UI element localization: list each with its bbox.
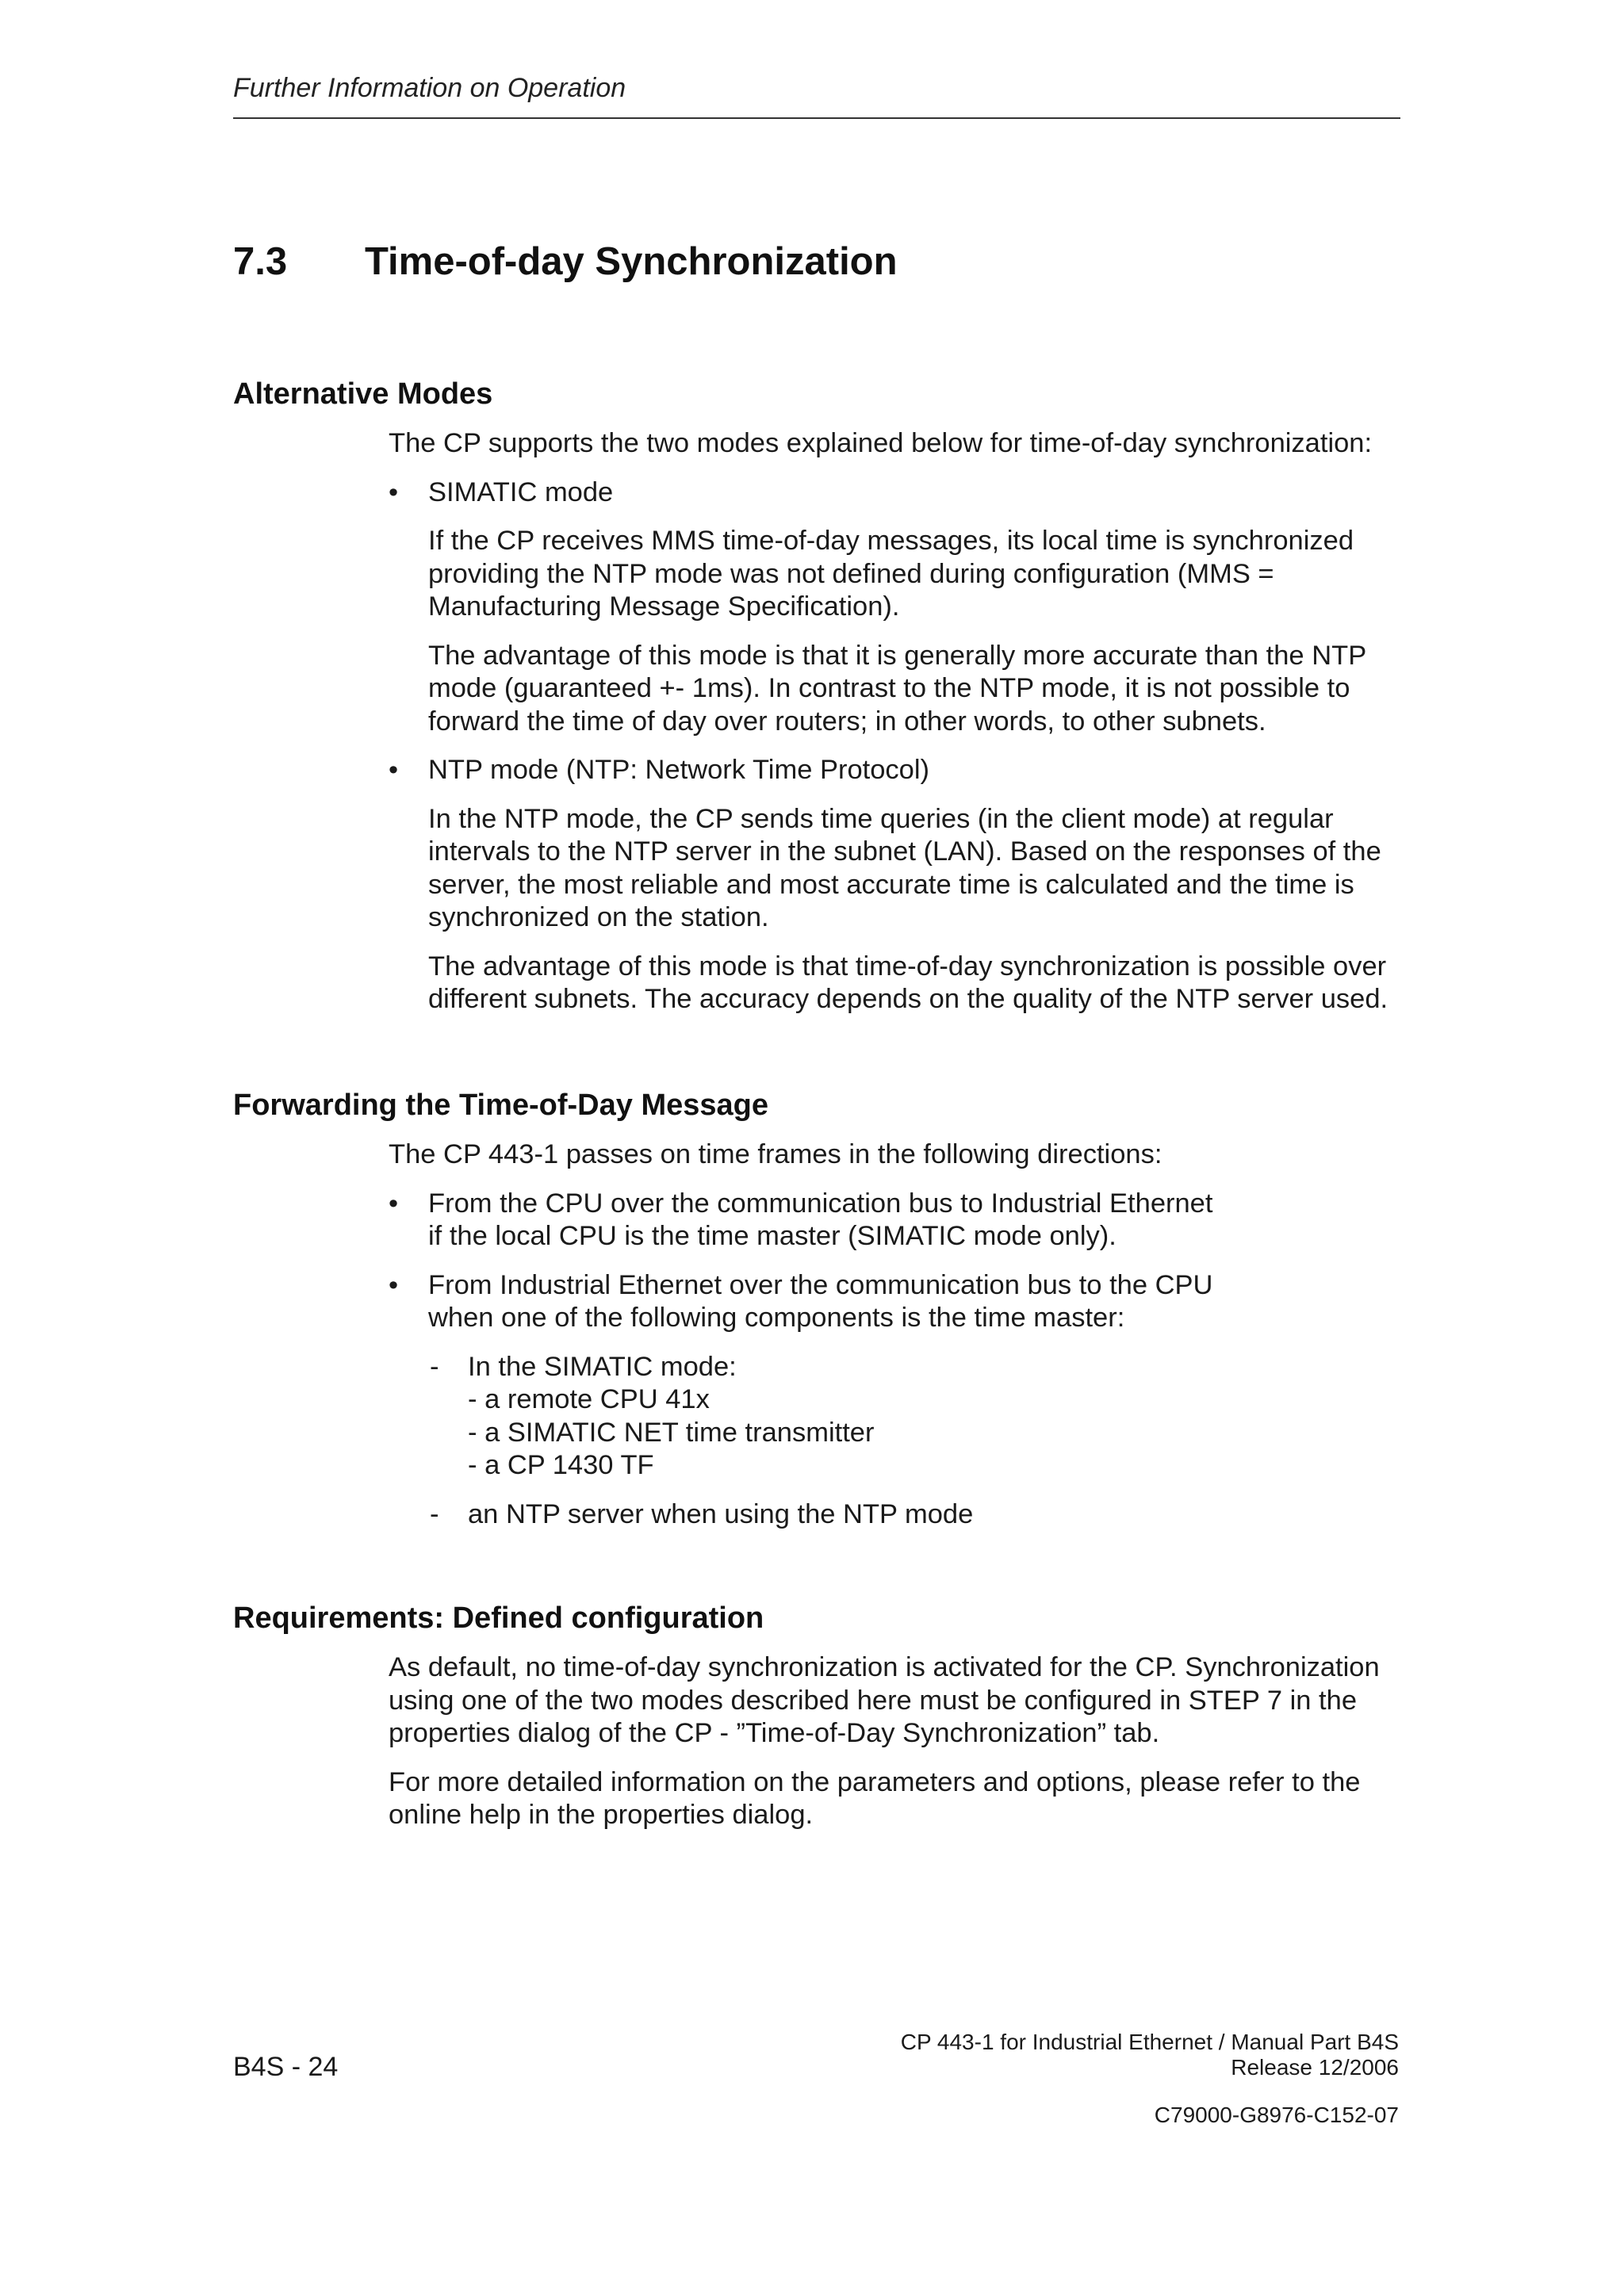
footer-doc-title: CP 443-1 for Industrial Ethernet / Manual Part B4S: [900, 2030, 1399, 2054]
subheading-requirements: Requirements: Defined configuration: [233, 1601, 764, 1635]
footer-doc-info: [901, 2030, 1399, 2128]
requirements-body: [389, 1651, 1408, 1832]
text-line: properties dialog of the CP - ”Time-of-Day Synchronization” tab.: [389, 1718, 1160, 1748]
requirements-paragraph-2: [389, 1766, 1408, 1832]
text-line: The advantage of this mode is that time-of-day synchronization is possible over: [428, 951, 1387, 982]
ntp-paragraph-2: [389, 951, 1408, 1016]
simatic-mode-label: SIMATIC mode: [428, 476, 614, 507]
text-line: For more detailed information on the parameters and options, please refer to the: [389, 1766, 1361, 1797]
bullet-icon: •: [389, 1188, 399, 1219]
text-line: using one of the two modes described here must be configured in STEP 7 in the: [389, 1685, 1358, 1716]
section-title: Time-of-day Synchronization: [365, 240, 898, 283]
forwarding-intro: The CP 443-1 passes on time frames in the following directions:: [389, 1139, 1162, 1169]
bullet-ethernet-to-cpu: [389, 1269, 1408, 1335]
bullet-icon: •: [389, 1269, 399, 1300]
subheading-forwarding: Forwarding the Time-of-Day Message: [233, 1089, 768, 1122]
dash-ntp-server: [389, 1498, 1408, 1532]
text-line: online help in the properties dialog.: [389, 1800, 814, 1830]
dash-marker: -: [430, 1498, 439, 1529]
simatic-paragraph-1: [389, 525, 1408, 624]
bullet-simatic-mode: [389, 476, 1408, 510]
ntp-mode-label: NTP mode (NTP: Network Time Protocol): [428, 755, 930, 785]
text-line: providing the NTP mode was not defined during configuration (MMS =: [428, 558, 1274, 589]
text-line: From the CPU over the communication bus to Industrial Ethernet: [428, 1188, 1213, 1219]
text-line: If the CP receives MMS time-of-day messages, its local time is synchronized: [428, 526, 1354, 556]
section-number: 7.3: [233, 240, 288, 283]
subheading-alternative-modes: Alternative Modes: [233, 377, 493, 411]
bullet-cpu-to-ethernet: [389, 1188, 1408, 1253]
bullet-icon: •: [389, 476, 399, 507]
text-line: Manufacturing Message Specification).: [428, 591, 900, 622]
ntp-paragraph-1: [389, 803, 1408, 935]
text-line: when one of the following components is the time master:: [428, 1303, 1125, 1333]
text-line: The advantage of this mode is that it is generally more accurate than the NTP: [428, 640, 1367, 671]
list-item: - a SIMATIC NET time transmitter: [468, 1417, 875, 1448]
text-line: mode (guaranteed +- 1ms). In contrast to the NTP mode, it is not possible to: [428, 673, 1350, 703]
header-rule: [233, 117, 1400, 119]
dash-marker: -: [430, 1351, 439, 1382]
text-line: In the SIMATIC mode:: [468, 1351, 737, 1382]
bullet-ntp-mode: [389, 754, 1408, 787]
alternative-modes-body: [389, 427, 1408, 1016]
running-header: Further Information on Operation: [233, 73, 626, 103]
text-line: server, the most reliable and most accurate time is calculated and the time is: [428, 869, 1354, 900]
dash-simatic-mode: [389, 1351, 1408, 1384]
bullet-icon: •: [389, 755, 399, 785]
alternative-modes-intro: The CP supports the two modes explained below for time-of-day synchronization:: [389, 428, 1373, 458]
text-line: different subnets. The accuracy depends on the quality of the NTP server used.: [428, 984, 1388, 1014]
text-line: forward the time of day over routers; in other words, to other subnets.: [428, 706, 1266, 737]
simatic-paragraph-2: [389, 640, 1408, 739]
text-line: an NTP server when using the NTP mode: [468, 1498, 974, 1529]
text-line: In the NTP mode, the CP sends time queries (in the client mode) at regular: [428, 803, 1334, 834]
text-line: As default, no time-of-day synchronization is activated for the CP. Synchronization: [389, 1652, 1380, 1682]
text-line: if the local CPU is the time master (SIMATIC mode only).: [428, 1221, 1116, 1251]
footer-order-code: C79000-G8976-C152-07: [1154, 2103, 1399, 2127]
forwarding-body: [389, 1138, 1408, 1531]
text-line: synchronized on the station.: [428, 902, 769, 932]
list-item: - a CP 1430 TF: [468, 1450, 654, 1480]
section-heading: [233, 239, 1399, 284]
footer-release: Release 12/2006: [1231, 2055, 1399, 2080]
text-line: intervals to the NTP server in the subnet (LAN). Based on the responses of the: [428, 836, 1381, 867]
list-item: - a remote CPU 41x: [468, 1384, 710, 1414]
requirements-paragraph-1: [389, 1651, 1408, 1751]
text-line: From Industrial Ethernet over the communication bus to the CPU: [428, 1269, 1213, 1300]
page-number: B4S - 24: [233, 2052, 339, 2082]
simatic-master-list: [389, 1383, 1408, 1483]
